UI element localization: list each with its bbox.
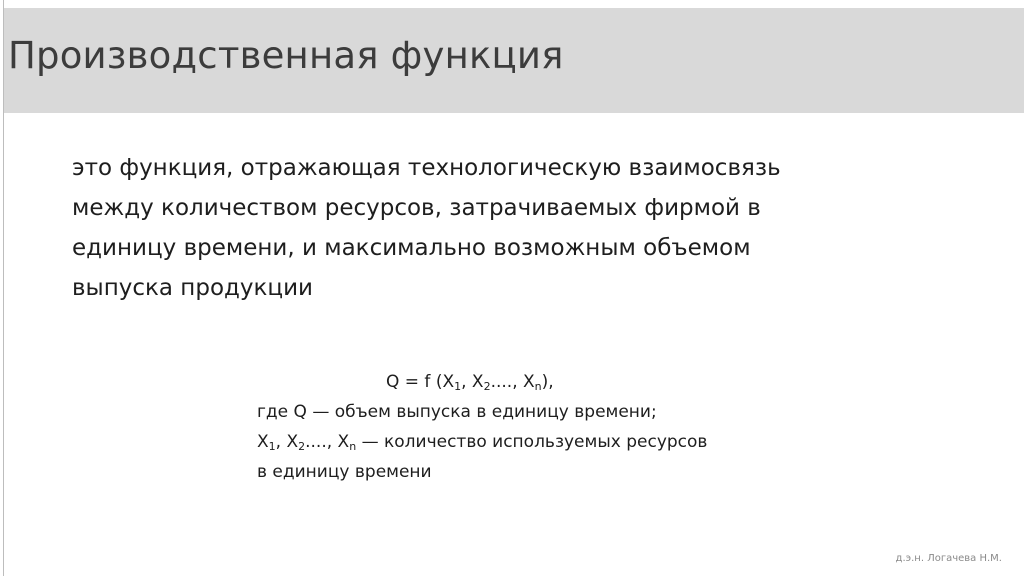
formula-subscript: 2 bbox=[483, 380, 491, 393]
formula-subscript: n bbox=[534, 380, 542, 393]
formula-part: , X bbox=[275, 432, 299, 452]
formula-part: ...., X bbox=[490, 372, 535, 392]
formula-subscript: 1 bbox=[268, 440, 276, 453]
formula-part: Q = f (X bbox=[386, 372, 455, 392]
q-explanation: где Q — объем выпуска в единицу времени; bbox=[257, 402, 657, 422]
author-credit: д.э.н. Логачева Н.М. bbox=[895, 553, 1002, 564]
definition-line: это функция, отражающая технологическую взаимосвязь bbox=[72, 155, 781, 181]
time-unit-explanation: в единицу времени bbox=[257, 462, 432, 482]
formula-subscript: n bbox=[349, 440, 357, 453]
definition-line: выпуска продукции bbox=[72, 275, 313, 301]
definition-line: единицу времени, и максимально возможным объемом bbox=[72, 235, 751, 261]
formula-part: — количество используемых ресурсов bbox=[356, 432, 708, 452]
formula-part: ...., X bbox=[305, 432, 350, 452]
production-formula bbox=[257, 367, 817, 397]
slide-title: Производственная функция bbox=[8, 34, 564, 77]
formula-part: ), bbox=[541, 372, 554, 392]
formula-part: , X bbox=[461, 372, 484, 392]
definition-text bbox=[72, 148, 832, 308]
formula-block bbox=[257, 367, 817, 487]
definition-line: между количеством ресурсов, затрачиваемых фирмой в bbox=[72, 195, 761, 221]
formula-part: X bbox=[257, 432, 269, 452]
resources-explanation bbox=[257, 427, 817, 457]
formula-subscript: 2 bbox=[298, 440, 306, 453]
formula-subscript: 1 bbox=[454, 380, 462, 393]
